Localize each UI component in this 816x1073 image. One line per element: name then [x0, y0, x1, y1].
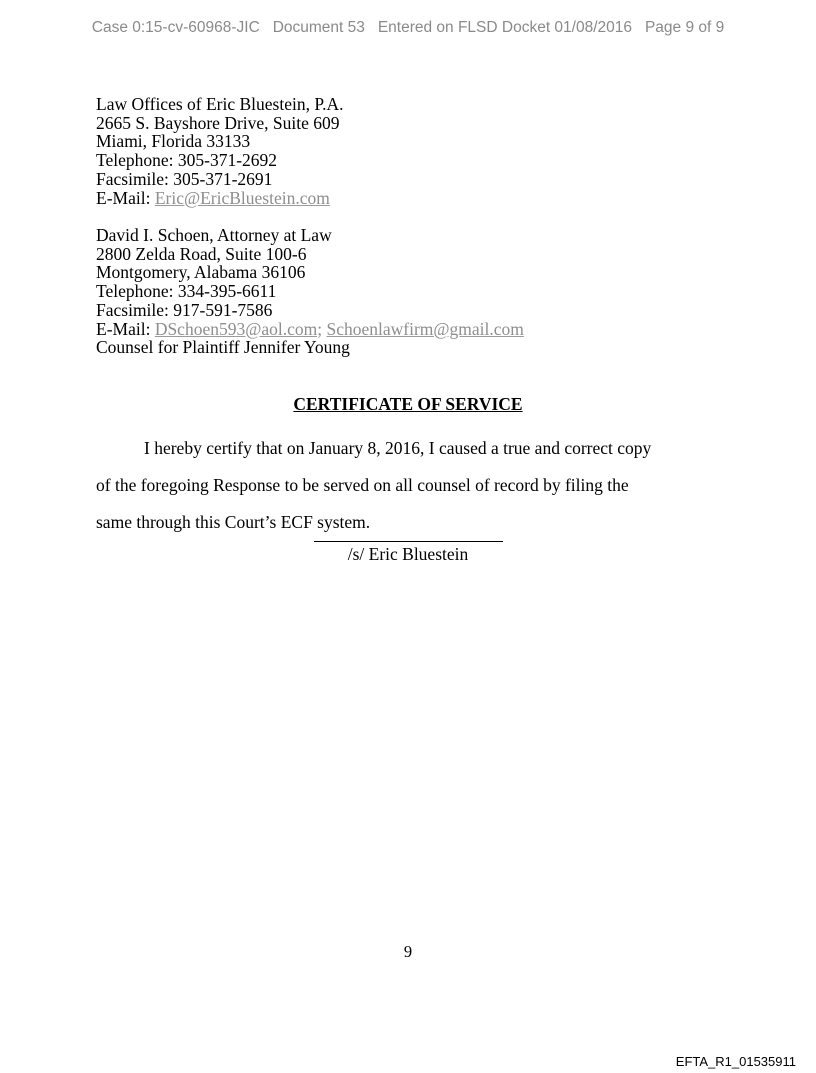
telephone: Telephone: 334-395-6611	[96, 281, 277, 302]
attorney-name: David I. Schoen, Attorney at Law	[96, 225, 332, 245]
page-number: 9	[403, 942, 413, 961]
case-number: Case 0:15-cv-60968-JIC	[91, 19, 260, 36]
counsel-role: Counsel for Plaintiff Jennifer Young	[96, 337, 350, 358]
document-number: Document 53	[272, 19, 365, 36]
counsel-block-schoen	[96, 226, 524, 357]
email-label: E-Mail:	[96, 318, 155, 339]
email-line	[96, 320, 524, 339]
certificate-body	[96, 430, 716, 541]
certificate-line-1: I hereby certify that on January 8, 2016, I caused a true and correct copy	[144, 438, 652, 458]
email-link-2[interactable]: Schoenlawfirm@gmail.com	[326, 318, 524, 339]
document-id: EFTA_R1_01535911	[675, 1054, 796, 1069]
counsel-block-bluestein	[96, 95, 344, 207]
street-address: 2665 S. Bayshore Drive, Suite 609	[96, 112, 340, 133]
city-state-zip: Miami, Florida 33133	[96, 131, 251, 152]
firm-name: Law Offices of Eric Bluestein, P.A.	[96, 94, 344, 114]
email-link[interactable]: Eric@EricBluestein.com	[154, 187, 330, 208]
email-line	[96, 189, 344, 208]
certificate-line-3: same through this Court’s ECF system.	[96, 512, 371, 532]
entered-date: Entered on FLSD Docket 01/08/2016	[377, 19, 633, 36]
page-count: Page 9 of 9	[644, 19, 725, 36]
telephone: Telephone: 305-371-2692	[96, 150, 278, 171]
facsimile: Facsimile: 917-591-7586	[96, 299, 273, 320]
signature-line	[314, 541, 503, 542]
email-label: E-Mail:	[96, 187, 155, 208]
certificate-line-2: of the foregoing Response to be served on all counsel of record by filing the	[96, 475, 629, 495]
signature: /s/ Eric Bluestein	[347, 544, 469, 564]
facsimile: Facsimile: 305-371-2691	[96, 168, 273, 189]
docket-header	[0, 19, 816, 37]
street-address: 2800 Zelda Road, Suite 100-6	[96, 243, 307, 264]
email-link-1[interactable]: DSchoen593@aol.com;	[154, 318, 323, 339]
certificate-title: CERTIFICATE OF SERVICE	[293, 394, 523, 414]
city-state-zip: Montgomery, Alabama 36106	[96, 262, 306, 283]
